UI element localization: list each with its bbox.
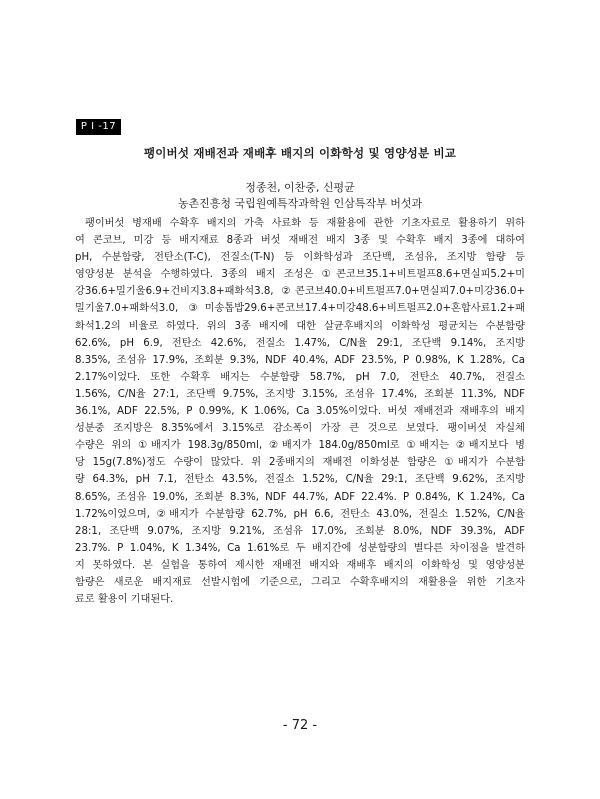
abstract-line: 당 15g(7.8%)정도 수량이 많았다. 위 2종배지의 재배전 이화성분 함량은 ①배지가 수분함 [75, 457, 525, 469]
abstract-line: 23.7%. P 1.04%, K 1.34%, Ca 1.61%로 두 배지간에 성분함량의 별다른 차이점을 발견하 [75, 542, 525, 554]
author-affiliation: 농촌진흥청 국립원예특작과학원 인삼특작부 버섯과 [177, 197, 423, 210]
abstract-line: 1.56%, C/N율 27:1, 조단백 9.75%, 조지방 3.15%, 조섬유 17.4%, 조회분 11.3%, NDF [75, 388, 525, 400]
abstract-line: 화석1.2의 비율로 하였다. 위의 3종 배지에 대한 살균후배지의 이화학성 평균치는 수분함량 [75, 320, 525, 332]
abstract-line: 8.65%, 조섬유 19.0%, 조회분 8.3%, NDF 44.7%, ADF 22.4%. P 0.84%, K 1.24%, Ca [75, 491, 525, 503]
abstract-line: 2.17%이었다. 또한 수확후 배지는 수분함량 58.7%, pH 7.0, 전탄소 40.7%, 전질소 [75, 371, 525, 383]
page-number: - 72 - [282, 718, 318, 733]
abstract-line: 팽이버섯 병재배 수확후 배지의 가축 사료화 등 재활용에 관한 기초자료로 활용하기 위하 [85, 218, 525, 229]
abstract-line: 밀기울7.0+패화석3.0, ③미송톱밥29.6+콘코브17.4+미강48.6+비트펄프2.0+혼합사료1.2+패 [75, 303, 525, 315]
abstract-line: pH, 수분함량, 전탄소(T-C), 전질소(T-N) 등 이화학성과 조단백, 조섬유, 조지방 함량 등 [75, 252, 525, 264]
abstract-line: 강36.6+밀기울6.9+건비지3.8+패화석3.8, ②콘코브40.0+비트펄프7.0+면실피7.0+미강36.0+ [75, 286, 525, 298]
abstract-line: 영양성분 분석을 수행하였다. 3종의 배지 조성은 ①콘코브35.1+비트펄프8.6+면실피5.2+미 [75, 269, 525, 281]
abstract-line: 함량은 새로운 배지재료 선발시험에 기준으로, 그리고 수확후배지의 재활용을 위한 기초자 [75, 576, 525, 588]
abstract-line: 량 64.3%, pH 7.1, 전탄소 43.5%, 전질소 1.52%, C/N율 29:1, 조단백 9.62%, 조지방 [75, 474, 525, 486]
abstract-line: 수량은 위의 ①배지가 198.3g/850ml, ②배지가 184.0g/850ml로 ①배지는 ②배지보다 병 [75, 440, 525, 452]
abstract-line: 36.1%, ADF 22.5%, P 0.99%, K 1.06%, Ca 3.05%이었다. 버섯 재배전과 재배후의 배지 [75, 406, 525, 418]
abstract-line: 지 못하였다. 본 실험을 통하여 제시한 재배전 배지와 재배후 배지의 이화학성 및 영양성분 [75, 559, 525, 571]
paper-title: 팽이버섯 재배전과 재배후 배지의 이화학성 및 영양성분 비교 [143, 146, 457, 160]
abstract-line: 1.72%이었으며, ②배지가 수분함량 62.7%, pH 6.6, 전탄소 43.0%, 전질소 1.52%, C/N율 [75, 508, 525, 520]
section-code-badge: P I -17 [76, 119, 121, 135]
abstract-line: 62.6%, pH 6.9, 전탄소 42.6%, 전질소 1.47%, C/N율 29:1, 조단백 9.14%, 조지방 [75, 337, 525, 349]
abstract-line: 료로 활용이 기대된다. [75, 594, 174, 606]
abstract-line: 여 콘코브, 미강 등 배지재료 8종과 버섯 재배전 배지 3종 및 수확후 배지 3종에 대하여 [75, 235, 525, 247]
abstract-line: 28:1, 조단백 9.07%, 조지방 9.21%, 조섬유 17.0%, 조회분 8.0%, NDF 39.3%, ADF [75, 525, 525, 537]
abstract-line: 8.35%, 조섬유 17.9%, 조회분 9.3%, NDF 40.4%, ADF 23.5%, P 0.98%, K 1.28%, Ca [75, 354, 525, 366]
abstract-line: 성분중 조지방은 8.35%에서 3.15%로 감소폭이 가장 큰 것으로 보였다. 팽이버섯 자실체 [75, 423, 525, 435]
abstract-body [75, 215, 525, 608]
author-list: 정종천, 이찬중, 신평균 [245, 181, 355, 194]
